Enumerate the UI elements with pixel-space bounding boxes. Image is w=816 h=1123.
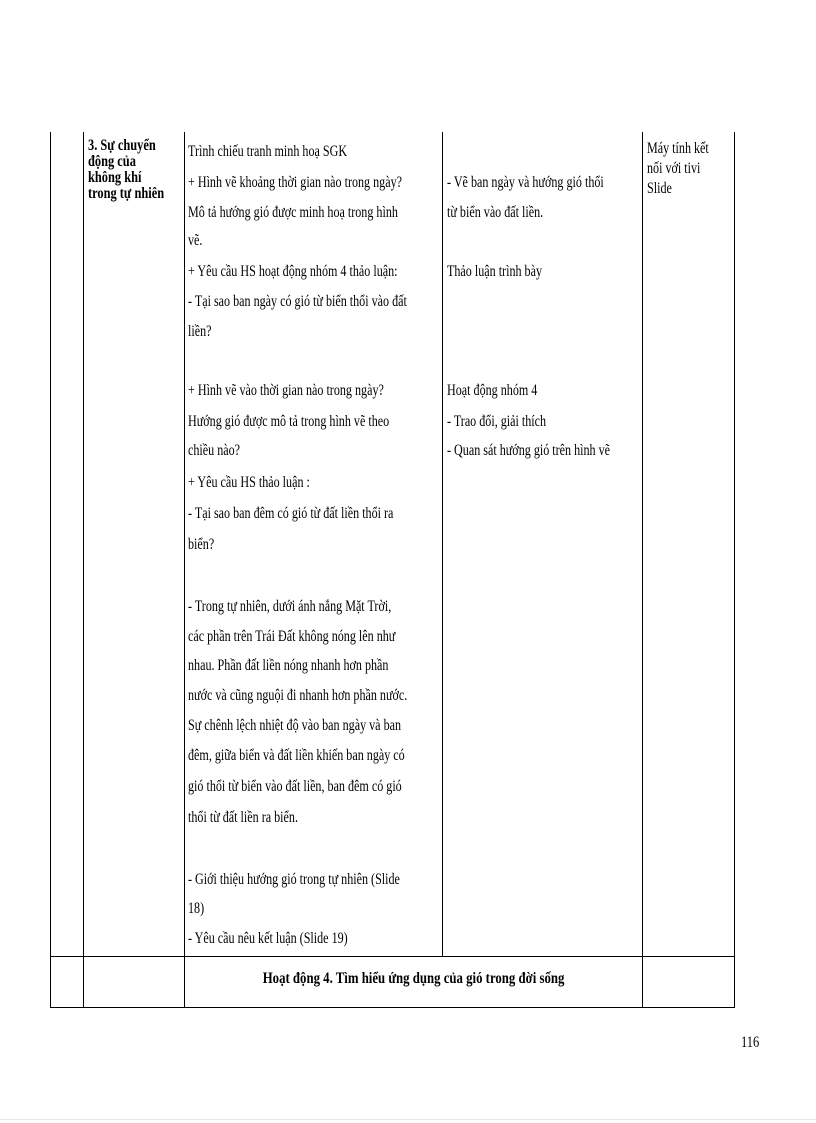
teacher-activity-line: nhau. Phần đất liền nóng nhanh hơn phần — [188, 657, 389, 674]
teacher-activity-line: + Yêu cầu HS hoạt động nhóm 4 thảo luận: — [188, 263, 398, 280]
teacher-activity-line: - Tại sao ban ngày có gió từ biển thổi vào đất — [188, 293, 407, 310]
teacher-activity-line: gió thổi từ biển vào đất liền, ban đêm có gió — [188, 778, 402, 795]
teacher-activity-line: Trình chiếu tranh minh hoạ SGK — [188, 143, 348, 160]
teacher-activity-line: - Yêu cầu nêu kết luận (Slide 19) — [188, 930, 348, 947]
teacher-activity-line: - Giới thiệu hướng gió trong tự nhiên (Slide — [188, 871, 400, 888]
section-title-line: trong tự nhiên — [88, 185, 165, 202]
section-title — [88, 138, 164, 202]
table-column-divider-1 — [83, 132, 84, 1008]
page-number: 116 — [741, 1034, 760, 1051]
table-border-left — [50, 132, 51, 1008]
table-column-divider-2 — [184, 132, 185, 1008]
table-row-divider — [50, 956, 735, 957]
teacher-activity-line: - Trong tự nhiên, dưới ánh nắng Mặt Trời, — [188, 598, 392, 615]
student-activity-line: - Quan sát hướng gió trên hình vẽ — [447, 442, 611, 459]
section-title-line: động của — [88, 153, 136, 170]
teacher-activity-line: chiều nào? — [188, 442, 241, 459]
teacher-activity-line: đêm, giữa biển và đất liền khiến ban ngày có — [188, 747, 405, 764]
teacher-activity-line: Sự chênh lệch nhiệt độ vào ban ngày và ban — [188, 717, 402, 734]
equipment-line: Slide — [647, 180, 672, 197]
teacher-activity-line: 18) — [188, 900, 205, 917]
teacher-activity-line: - Tại sao ban đêm có gió từ đất liền thổi ra — [188, 505, 394, 522]
table-column-divider-3 — [442, 132, 443, 956]
equipment-line: nối với tivi — [647, 160, 701, 177]
teacher-activity-line: vẽ. — [188, 232, 203, 249]
section-title-line: 3. Sự chuyển — [88, 137, 156, 154]
teacher-activity-line: biển? — [188, 536, 215, 553]
table-border-bottom — [50, 1007, 735, 1008]
student-activity-line: - Vẽ ban ngày và hướng gió thổi — [447, 174, 604, 191]
equipment-line: Máy tính kết — [647, 140, 709, 157]
teacher-activity-line: Mô tả hướng gió được minh hoạ trong hình — [188, 204, 398, 221]
teacher-activity-line: + Hình vẽ vào thời gian nào trong ngày? — [188, 382, 384, 399]
teacher-activity-line: + Yêu cầu HS thảo luận : — [188, 474, 310, 491]
teacher-activity-line: liền? — [188, 323, 212, 340]
teacher-activity-line: thổi từ đất liền ra biển. — [188, 809, 298, 826]
activity-heading-text: Hoạt động 4. Tìm hiểu ứng dụng của gió trong đời sống — [263, 970, 565, 987]
student-activity-line: Hoạt động nhóm 4 — [447, 382, 538, 399]
teacher-activity-line: nước và cũng nguội đi nhanh hơn phần nước. — [188, 687, 408, 704]
student-activity-line: Thảo luận trình bày — [447, 263, 543, 280]
table-border-right — [734, 132, 735, 1008]
teacher-activity-line: Hướng gió được mô tả trong hình vẽ theo — [188, 413, 390, 430]
teacher-activity-line: các phần trên Trái Đất không nóng lên như — [188, 628, 396, 645]
teacher-activity-line: + Hình vẽ khoảng thời gian nào trong ngày? — [188, 174, 403, 191]
student-activity-line: - Trao đổi, giải thích — [447, 413, 547, 430]
page-bottom-rule — [0, 1119, 816, 1120]
activity-heading — [186, 965, 642, 993]
table-column-divider-4 — [642, 132, 643, 1008]
student-activity-line: từ biển vào đất liền. — [447, 204, 544, 221]
section-title-line: không khí — [88, 169, 142, 186]
equipment-cell — [647, 139, 709, 199]
